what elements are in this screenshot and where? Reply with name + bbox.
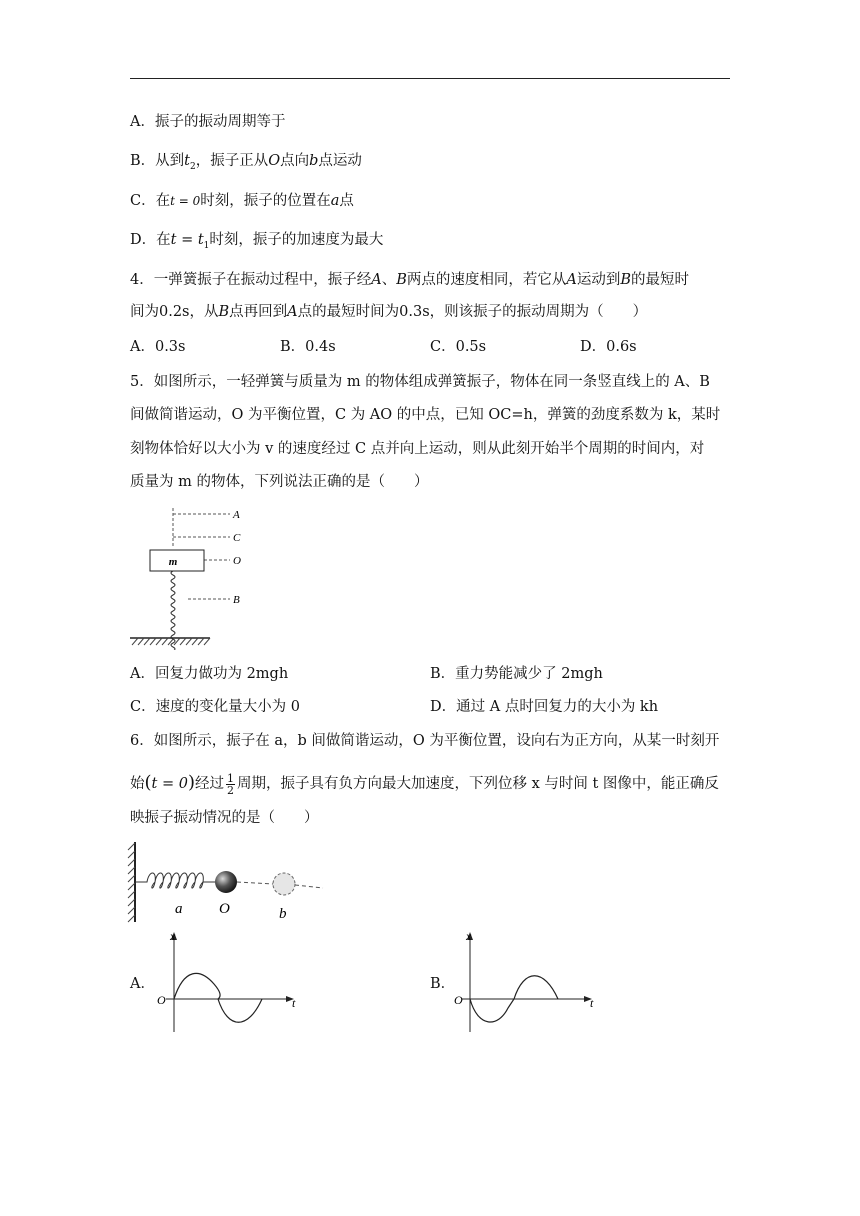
q6-ghost-ball <box>273 873 295 895</box>
q6-dashed-path <box>237 882 273 884</box>
q5-label-m: m <box>168 556 178 568</box>
q5-spring-figure <box>128 504 258 650</box>
q6-graph-a <box>152 928 304 1036</box>
q6-label-b: b <box>279 906 287 922</box>
q4-option-c: C．0.5s <box>430 339 487 355</box>
q3-option-a: A．振子的振动周期等于 <box>130 114 286 130</box>
q5-stem-line-4: 质量为 m 的物体，下列说法正确的是（ ） <box>130 474 429 490</box>
q4-stem-line-1: 4．一弹簧振子在振动过程中，振子经A、B两点的速度相同，若它从A运动到B的最短时 <box>130 272 690 288</box>
q3-option-b: B．从到$t_2$，振子正从O点向b点运动 <box>130 153 362 172</box>
q6-graph-b-origin: O <box>454 993 463 1007</box>
q5-label-b: B <box>233 594 240 606</box>
q5-stem-line-3: 刻物体恰好以大小为 v 的速度经过 C 点并向上运动，则从此刻开始半个周期的时间内，对 <box>130 441 705 457</box>
q6-ball <box>215 871 237 893</box>
q5-option-c: C．速度的变化量大小为 0 <box>130 699 300 715</box>
q6-oscillator-figure <box>125 838 330 928</box>
q4-stem-line-2: 间为0.2s，从B点再回到A点的最短时间为0.3s，则该振子的振动周期为（ ） <box>130 304 648 320</box>
q5-label-a: A <box>233 509 240 521</box>
q3-option-c: C．在t = 0时刻，振子的位置在a点 <box>130 193 354 209</box>
q5-stem-line-1: 5．如图所示，一轻弹簧与质量为 m 的物体组成弹簧振子，物体在同一条竖直线上的 A、B <box>130 374 710 390</box>
q6-label-a: a <box>175 901 183 917</box>
q6-graph-b-x-label: x <box>466 929 472 943</box>
q4-option-a: A．0.3s <box>130 339 186 355</box>
q5-label-o: O <box>233 555 241 567</box>
q6-fraction: $\frac{1}{2}$ <box>226 771 234 797</box>
q6-dashed-extension <box>295 885 323 888</box>
q6-graph-a-origin: O <box>157 993 166 1007</box>
q6-graph-a-t-label: t <box>292 996 296 1010</box>
q6-spring <box>135 873 215 888</box>
q5-label-c: C <box>233 532 241 544</box>
q6-graph-b <box>452 928 604 1036</box>
q6-graph-b-label: B． <box>430 976 456 992</box>
q4-option-d: D．0.6s <box>580 339 637 355</box>
q5-stem-line-2: 间做简谐运动，O 为平衡位置，C 为 AO 的中点，已知 OC=h，弹簧的劲度系数为 k，某时 <box>130 407 721 423</box>
q5-option-b: B．重力势能减少了 2mgh <box>430 666 603 682</box>
q6-stem-line-1: 6．如图所示，振子在 a，b 间做简谐运动，O 为平衡位置，设向右为正方向，从某一时刻开 <box>130 733 720 749</box>
q6-graph-a-label: A． <box>130 976 155 992</box>
q5-option-a: A．回复力做功为 2mgh <box>130 666 289 682</box>
q6-wall-hatch <box>128 843 135 922</box>
q6-stem-line-3: 映振子振动情况的是（ ） <box>130 810 319 826</box>
q6-graph-a-x-label: x <box>170 929 176 943</box>
q6-label-o: O <box>219 901 230 917</box>
q6-stem-line-2: 始(t = 0)经过 $\frac{1}{2}$ 周期，振子具有负方向最大加速度，下列位移 x 与时间 t 图像中，能正确反 <box>130 771 719 797</box>
q6-graph-a-curve <box>174 973 262 1022</box>
q5-option-d: D．通过 A 点时回复力的大小为 kh <box>430 699 659 715</box>
q6-graph-b-t-label: t <box>590 996 594 1010</box>
header-rule <box>130 78 730 79</box>
q3-option-d: D．在$t = t_1$时刻，振子的加速度为最大 <box>130 232 384 251</box>
q4-option-b: B．0.4s <box>280 339 336 355</box>
